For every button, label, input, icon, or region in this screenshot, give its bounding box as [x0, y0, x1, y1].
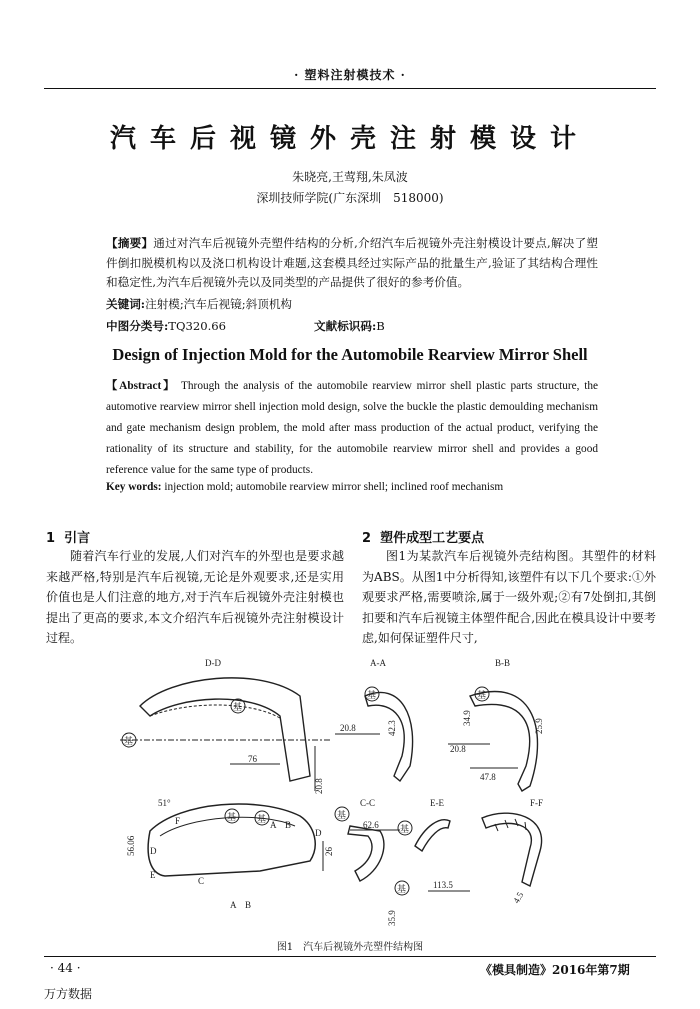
view-label-bb: B-B [495, 658, 511, 668]
authors: 朱晓亮,王莺翔,朱凤波 [292, 170, 408, 184]
dim-113-5: 113.5 [433, 880, 453, 890]
section-1-body: 随着汽车行业的发展,人们对汽车的外型也是要求越来越严格,特别是汽车后视镜,无论是外观要求,还是实用价值也是人们注意的地方,对于汽车后视镜外壳注射模也提出了更高的要求,本文介绍汽车后视镜外壳注射模设计过程。 [46, 549, 344, 645]
svg-text:基: 基 [257, 814, 267, 824]
dim-51-deg: 51° [158, 798, 171, 808]
svg-text:基: 基 [367, 690, 377, 700]
dim-35-9: 35.9 [387, 910, 397, 926]
svg-text:D: D [150, 846, 157, 856]
section-2-body: 图1为某款汽车后视镜外壳结构图。其塑件的材料为ABS。从图1中分析得知,该塑件有以下几个要求:①外观要求严格,需要喷涂,属于一级外观;②有7处倒扣,其倒扣要和汽车后视镜主体塑件配合,因此在模具设计中要考虑,如何保证塑件尺寸, [362, 549, 656, 645]
svg-text:B: B [245, 900, 252, 910]
english-keywords: Key words: injection mold; automobile rearview mirror shell; inclined roof mechanism [106, 481, 504, 493]
english-abstract [106, 376, 598, 481]
chinese-keywords [106, 296, 598, 312]
classification-number: 中图分类号:TQ320.66 [106, 319, 227, 333]
header-rule [44, 88, 656, 89]
svg-text:基: 基 [337, 810, 347, 820]
svg-text:E: E [150, 870, 156, 880]
svg-text:基: 基 [397, 884, 407, 894]
chinese-abstract [106, 234, 598, 293]
svg-text:C: C [198, 876, 205, 886]
view-label-aa: A-A [370, 658, 386, 668]
english-abstract-text: Through the analysis of the automobile rearview mirror shell plastic parts structure, the automotive rearview mirror shell injection mold design, solve the buckle the plastic demoulding mechanism and gate mechanism design problem, the mold after mass production of the actual product, verifying the rationality of its structure and stability, for the automobile rearview mirror shell and provides a good reference value for the same type of products. [106, 380, 598, 476]
running-title: · 塑料注射模技术 · [294, 68, 406, 82]
svg-text:A: A [270, 820, 277, 830]
english-abstract-label: 【Abstract】 [106, 380, 177, 392]
svg-text:基: 基 [233, 702, 243, 712]
svg-text:基: 基 [400, 824, 410, 834]
figure-1-caption: 图1 汽车后视镜外壳塑件结构图 [276, 942, 424, 953]
keywords-label: 关键词: [106, 297, 146, 311]
dim-34-9: 34.9 [462, 710, 472, 726]
footer-rule [44, 956, 656, 957]
journal-info: 《模具制造》2016年第7期 [480, 963, 630, 977]
dd-section-outline [140, 678, 310, 781]
abstract-text: 通过对汽车后视镜外壳塑件结构的分析,介绍汽车后视镜外壳注射模设计要点,解决了塑件倒扣脱模机构以及浇口机构设计难题,这套模具经过实际产品的批量生产,验证了其结构合理性和稳定性,为汽车后视镜外壳以及同类型的产品提供了很好的参考价值。 [106, 236, 598, 289]
svg-text:D: D [315, 828, 322, 838]
view-label-cc: C-C [360, 798, 376, 808]
ff-section-outline [482, 813, 542, 886]
dim-20-8-bb: 20.8 [450, 744, 466, 754]
view-label-ee: E-E [430, 798, 444, 808]
svg-text:基: 基 [477, 690, 487, 700]
section-1-heading: 1 引言 [46, 531, 91, 546]
article-title: 汽车后视镜外壳注射模设计 [109, 124, 590, 154]
english-title: Design of Injection Mold for the Automobile Rearview Mirror Shell [112, 345, 588, 364]
section-2-heading: 2 塑件成型工艺要点 [362, 531, 485, 546]
figure-1-drawing [110, 656, 670, 936]
keywords-text: 注射模;汽车后视镜;斜顶机构 [145, 297, 293, 311]
view-label-ff: F-F [530, 798, 544, 808]
dim-20-8-vertical: 20.8 [314, 778, 324, 794]
svg-text:A: A [230, 900, 237, 910]
dim-56-06: 56.06 [126, 835, 136, 856]
dim-47-8: 47.8 [480, 772, 496, 782]
document-code: 文献标识码:B [314, 319, 385, 333]
cc-section-outline [348, 826, 384, 881]
svg-text:基: 基 [124, 736, 134, 746]
svg-text:B: B [285, 820, 292, 830]
dim-42-3: 42.3 [387, 720, 397, 736]
dim-4-5: 4.5 [511, 890, 526, 905]
affiliation: 深圳技师学院(广东深圳 518000) [256, 191, 444, 205]
abstract-label: 【摘要】 [106, 236, 154, 250]
dim-20-8: 20.8 [340, 723, 356, 733]
svg-text:F: F [175, 816, 181, 826]
page-number: · 44 · [50, 961, 81, 975]
database-watermark: 万方数据 [44, 987, 93, 1001]
view-label-dd: D-D [205, 658, 221, 668]
ee-section-outline [415, 820, 450, 851]
dim-26: 26 [324, 847, 334, 856]
ff-hatch [495, 819, 526, 831]
dim-76: 76 [248, 754, 257, 764]
dim-25-9: 25.9 [534, 718, 544, 734]
dim-62-6: 62.6 [363, 820, 379, 830]
svg-text:基: 基 [227, 812, 237, 822]
